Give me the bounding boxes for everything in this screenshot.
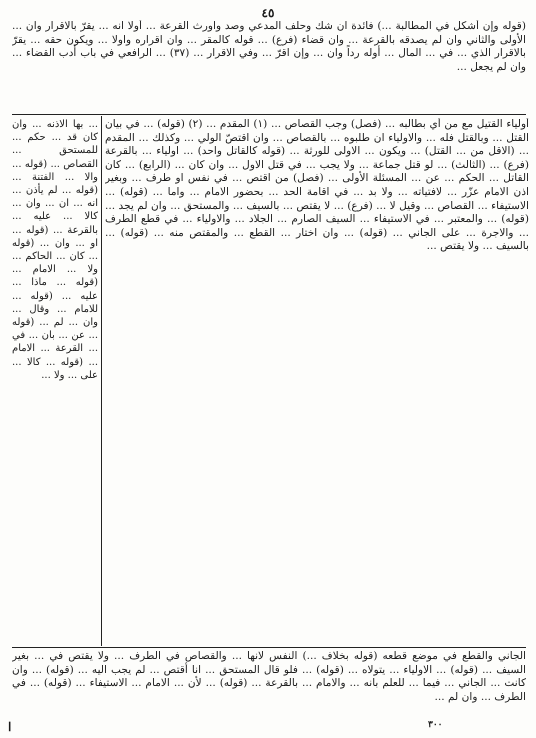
top-commentary-block: (قوله وإن أشكل في المطالبة ...) فائدة ان شك وحلف المدعي وصد واورث القرعة ... أولا انه ... يقرّ بالاقرار وان ... الأولى والثاني وان لم يصدقه بالقرعة ... وان قضاء (فرع) ... قوله كالمقر ... وان اقراره واولا ... ويكون حقه ... يقرّ بالاقرار الذي ... في ... المال ... أوله رداً وان ... وإن اقرّ ... وفي الاقرار ... (٣٧) ... الرافعي في باب أدب القضاء ... وان لم يجعل ... [12,20,526,73]
margin-commentary-block: ... بها الاذنه ... وان كان قد ... حكم ... للمستحق ... القصاص ... (قوله ... والا ... الفتنة ... (قوله ... لم يأذن ... انه ... ان ... وان ... كالا ... عليه ... بالقرعة ... (قوله ... او ... وان ... (قوله ... كان ... الحاكم ... ولا ... الامام ... (قوله ... ماذا ... عليه ... (قوله ... للامام ... وقال ... وان ... لم ... (قوله ... عن ... بان ... في ... القرعة ... الامام ... (قوله ... كالا ... على ... ولا ... [12,119,98,381]
corner-mark-left: ا [8,720,12,734]
vertical-divider-line [101,116,102,646]
main-text-block: أولياء القتيل مع من أي بطالبه ... (فصل) وجب القصاص ... (١) المقدم ... (٢) (قوله) ... في بيان القتل ... وبالقتل فله ... والاولياء ان طلبوه ... بالقصاص ... وان اقتصّ الولي ... وكذلك ... المقدم ... (الاقل من ... القتل) ... ويكون ... الاولى للورثة ... (قوله كالقاتل واحد) ... اولياء ... بالقرعة (فرع) ... (الثالث) ... لو قتل جماعة ... ولا يجب ... في قتل الاول ... وان كان ... (الرابع) ... كان القاتل ... الحكم ... عن ... المسئلة الأولى ... (فصل) من اقتص ... في نفس او طرف ... وبغير اذن الامام عزّر ... لافتياته ... ولا بد ... في اقامة الحد ... بحضور الامام ... واما ... (قوله) ... الاستيفاء ... القصاص ... وقيل لا ... (فرع) ... لا يقتص ... بالسيف ... والمستحق ... وان لم يجد ... (قوله) ... والمعتبر ... في الاستيفاء ... السيف الصارم ... الجلاد ... والاولياء ... في قطع الطرف ... والاجرة ... على الجاني ... (قوله) ... وان اختار ... القطع ... والمقتص منه ... (قوله) ... بالسيف ... ولا يقتص ... [105,118,529,253]
corner-mark-right: ٣٠٠ [428,720,443,730]
bottom-commentary-block: الجاني والقطع في موضع قطعه (قوله بخلاف ...) النفس لانها ... والقصاص في الطرف ... ولا يقتص في ... بغير السيف ... (قوله) ... الاولياء ... يتولاه ... (قوله) ... فلو قال المستحق ... انا أقتص ... لم يجب اليه ... (قوله) ... وان كانت ... الجاني ... فيما ... للعلم بانه ... والامام ... بالقرعة ... (قوله) ... لأن ... الامام ... الاستيفاء ... (قوله) ... في الطرف ... وان لم ... [12,650,526,703]
page-number: ٤٥ [261,6,275,20]
bottom-divider-line [12,647,526,648]
top-divider-line [12,114,526,115]
